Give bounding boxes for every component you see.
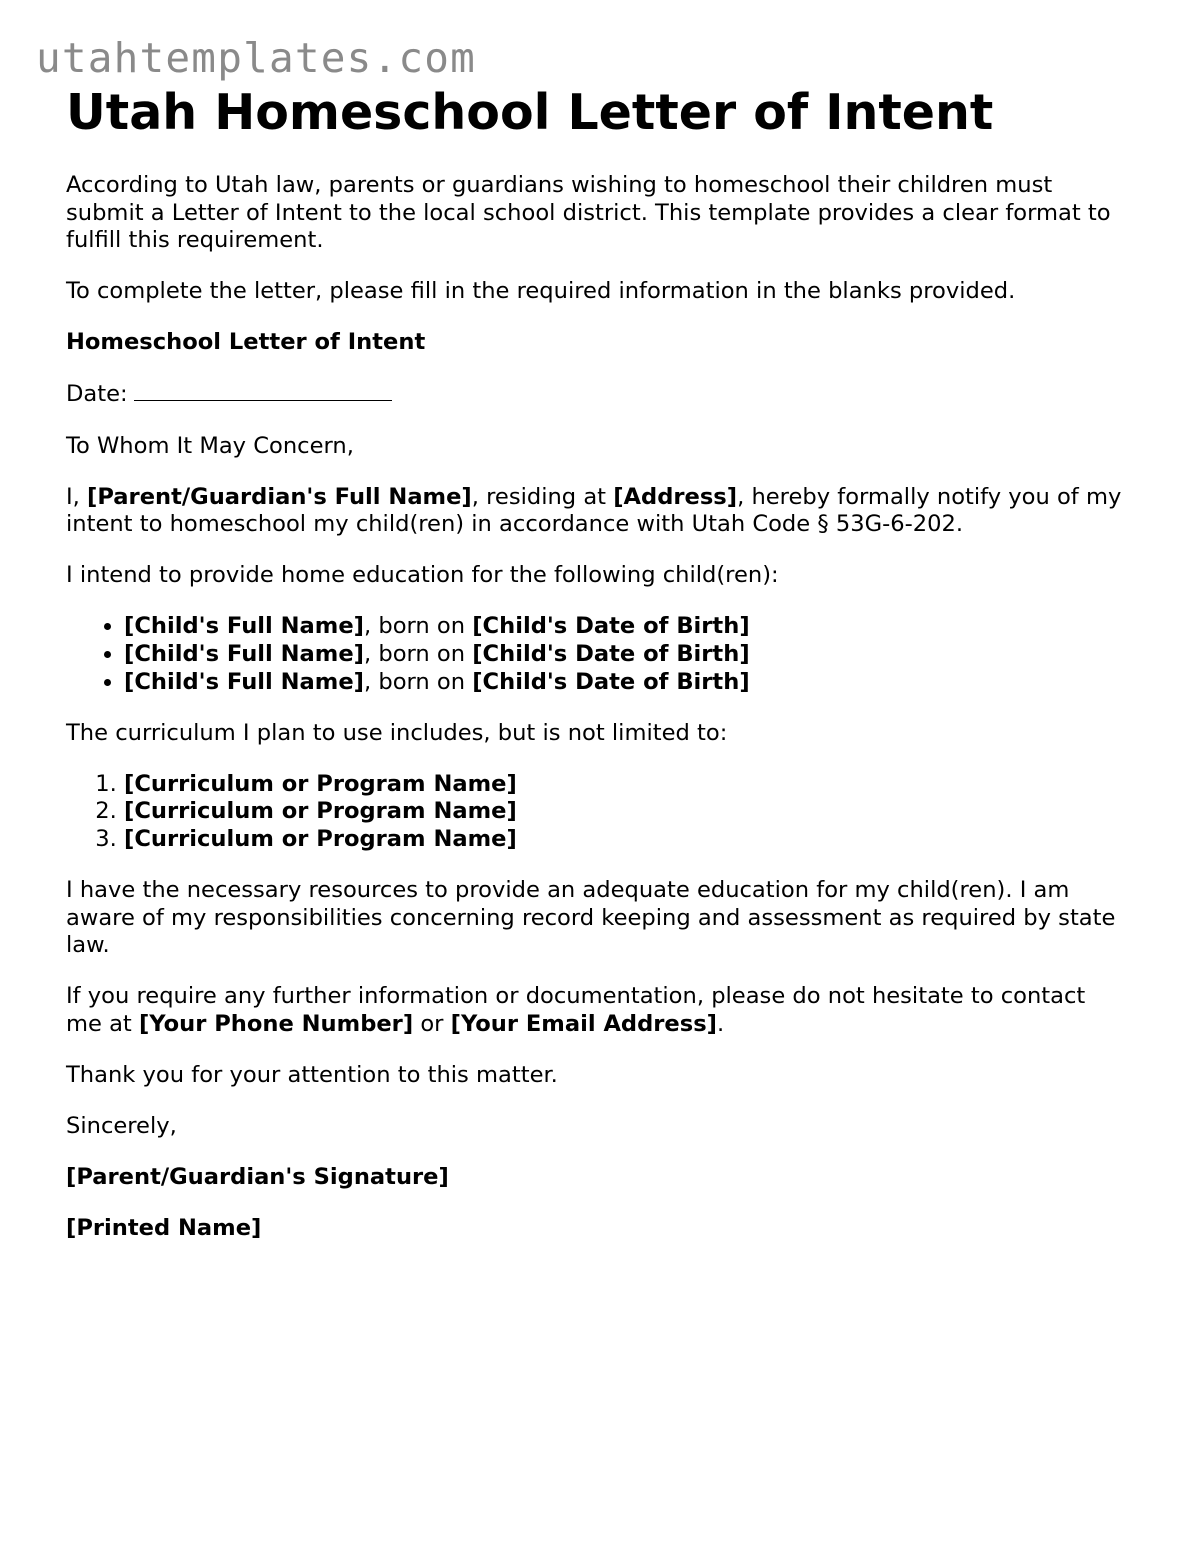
instructions-paragraph: To complete the letter, please fill in the required information in the blanks provided.	[66, 278, 1016, 305]
letter-heading: Homeschool Letter of Intent	[66, 329, 426, 356]
page-title: Utah Homeschool Letter of Intent	[66, 84, 994, 141]
child-dob-placeholder: [Child's Date of Birth]	[472, 641, 750, 668]
document-body	[66, 84, 1128, 1243]
thanks-paragraph: Thank you for your attention to this matter.	[66, 1062, 558, 1089]
list-item	[124, 771, 1128, 799]
printed-name-placeholder: [Printed Name]	[66, 1215, 262, 1242]
date-blank[interactable]	[134, 380, 392, 401]
children-list	[66, 613, 1128, 696]
parent-name-placeholder: [Parent/Guardian's Full Name]	[87, 483, 472, 510]
list-item: • [Child's Full Name], born on [Child's Date of Birth]	[124, 669, 1128, 697]
child-dob-placeholder: [Child's Date of Birth]	[472, 668, 750, 695]
salutation: To Whom It May Concern,	[66, 432, 354, 459]
child-name-placeholder: [Child's Full Name]	[124, 668, 364, 695]
phone-placeholder: [Your Phone Number]	[138, 1010, 414, 1037]
curriculum-placeholder: [Curriculum or Program Name]	[124, 826, 517, 852]
curriculum-intro: The curriculum I plan to use includes, but is not limited to:	[66, 719, 728, 746]
curriculum-placeholder: [Curriculum or Program Name]	[124, 770, 517, 797]
watermark: utahtemplates.com	[36, 34, 477, 82]
list-item	[124, 798, 1128, 826]
list-item	[124, 826, 1128, 854]
closing: Sincerely,	[66, 1113, 177, 1140]
signature-placeholder: [Parent/Guardian's Signature]	[66, 1164, 449, 1191]
child-dob-placeholder: [Child's Date of Birth]	[472, 613, 750, 640]
children-intro: I intend to provide home education for the following child(ren):	[66, 562, 779, 589]
address-placeholder: [Address]	[613, 483, 738, 510]
list-item: • [Child's Full Name], born on [Child's Date of Birth]	[124, 641, 1128, 669]
intro-paragraph: According to Utah law, parents or guardians wishing to homeschool their children must submit a Letter of Intent to the local school district. This template provides a clear format to fulfill this requirement.	[66, 172, 1111, 254]
curriculum-placeholder: [Curriculum or Program Name]	[124, 798, 517, 825]
contact-paragraph: If you require any further information or documentation, please do not hesitate to contact me at [Your Phone Number] or [Your Email Address].	[66, 983, 1086, 1037]
resources-paragraph: I have the necessary resources to provide an adequate education for my child(ren). I am aware of my responsibilities concerning record keeping and assessment as required by state law.	[66, 877, 1116, 959]
email-placeholder: [Your Email Address]	[450, 1010, 717, 1037]
child-name-placeholder: [Child's Full Name]	[124, 613, 364, 640]
date-line	[66, 380, 1128, 409]
curriculum-list	[66, 771, 1128, 854]
list-item: • [Child's Full Name], born on [Child's Date of Birth]	[124, 613, 1128, 641]
intent-paragraph: I, [Parent/Guardian's Full Name], residing at [Address], hereby formally notify you of my intent to homeschool my child(ren) in accordance with Utah Code § 53G-6-202.	[66, 483, 1122, 538]
date-label: Date:	[66, 381, 128, 408]
child-name-placeholder: [Child's Full Name]	[124, 641, 364, 668]
